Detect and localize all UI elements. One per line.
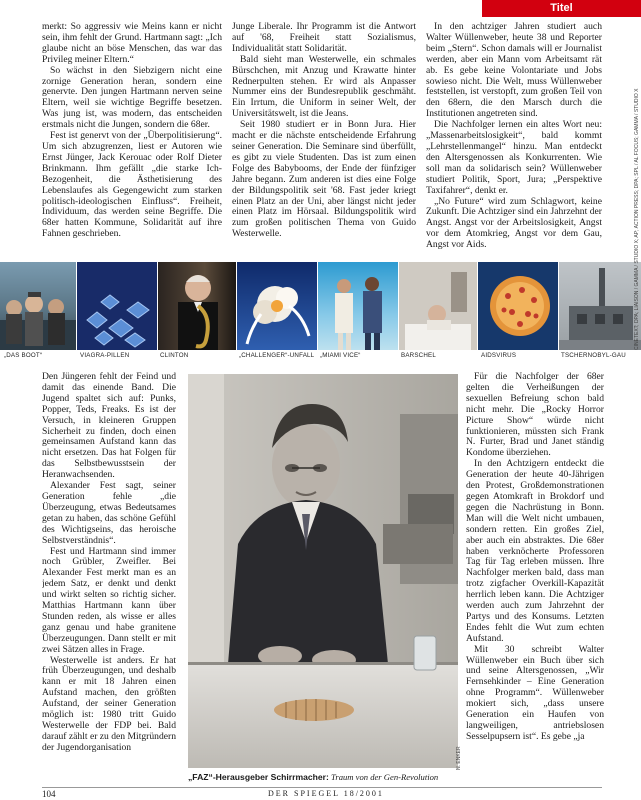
paragraph: „No Future“ wird zum Schlagwort, keine Zukunft. Die Achtziger sind ein Jahrzehnt der Angst. Angst vor der Arbeitslosigkeit, Angst vor dem Atomkrieg, Angst vor dem Gau, Angst vor Aids.: [426, 195, 602, 251]
paragraph: Junge Liberale. Ihr Programm ist die Antwort auf '68, Freiheit statt Sozialismus, Individualität statt Solidarität.: [232, 22, 416, 54]
paragraph: Den Jüngeren fehlt der Feind und damit das einende Band. Die Jugend spaltet sich auf: Punks, Popper, Teds, Freaks. Es ist der Versuch, in kleineren Gruppen Sicherheit zu finden, doch einen gemeinsamen Aufstand kann das nicht ersetzen. Das hat Folgen für das Selbstbewusstsein der Heranwachsenden.: [42, 372, 176, 481]
miami-vice-photo: [318, 262, 398, 350]
bottom-column-1: [42, 372, 176, 774]
magazine-issue: DER SPIEGEL 18/2001: [268, 789, 384, 798]
top-column-3: [426, 22, 602, 260]
footer-rule: [42, 787, 602, 788]
strip-label-miami-vice: „MIAMI VICE“: [320, 352, 361, 359]
strip-label-viagra: VIAGRA-PILLEN: [80, 352, 130, 359]
challenger-photo: [237, 262, 317, 350]
viagra-pills-photo: [77, 262, 157, 350]
paragraph: Fest ist genervt von der „Überpolitisierung“. Um sich abzugrenzen, liest er Autoren wie Ernst Jünger, Jack Kerouac oder Rolf Dieter Brinkmann. Ihm gefällt „die starke Ich-Bezogenheit, die Ästhetisierung des Lebenslaufes als Gegengewicht zum starken politisch-ideologischen Einfluss“. Freiheit, Individuum, das werden seine Begriffe. Die 68er hatten Kommune, Solidarität auf ihre Fahnen geschrieben.: [42, 130, 222, 240]
paragraph: Mit 30 schreibt Walter Wüllenweber ein Buch über sich und seine Altersgenossen, „Wir Fernsehkinder – Eine Generation ohne Programm“. Wüllenweber mokiert sich, „dass unsere Generation ein Haufen von langweiligen, antriebslosen Sesselpupsern ist“. Es gebe „ja: [466, 643, 604, 742]
caption-italic: Traum von der Gen-Revolution: [331, 772, 439, 782]
page-number: 104: [42, 789, 56, 799]
barschel-photo: [399, 262, 477, 350]
top-column-1: [42, 22, 222, 260]
photo-caption: [188, 772, 468, 782]
strip-credit: CINETEXT; DPA; LIAISON / GAMMA / STUDIO X; AP; ACTION PRESS; DPA; SPL / AL FOCUS; GAMMA / STUDIO X: [634, 88, 640, 350]
paragraph: Die Nachfolger lernen ein altes Wort neu: „Massenarbeitslosigkeit“, bald kommt „Lehrstellenmangel“ hinzu. Man entdeckt den Altersgenossen als Konkurrenten. Wie soll man da solidarisch sein? Wüllenweber studiert Politik, Sport, Jura; „Perspektive Taxifahrer“, denkt er.: [426, 119, 602, 196]
paragraph: Westerwelle ist anders. Er hat früh Überzeugungen, und deshalb kann er mit 18 Jahren einen Aufstand machen, den größten Aufstand, der seiner Generation möglich ist: 1980 tritt Guido Westerwelle der FDP bei. Bald darauf zählt er zu den Mitgründern der Jugendorganisation: [42, 654, 176, 753]
caption-bold: „FAZ“-Herausgeber Schirrmacher:: [188, 772, 329, 782]
bottom-column-3: [466, 372, 604, 774]
strip-label-das-boot: „DAS BOOT“: [4, 352, 43, 359]
strip-label-challenger: „CHALLENGER“-UNFALL: [239, 352, 315, 359]
top-column-2: [232, 22, 416, 260]
clinton-photo: [158, 262, 236, 350]
strip-label-clinton: CLINTON: [160, 352, 189, 359]
strip-label-barschel: BARSCHEL: [401, 352, 436, 359]
aids-virus-photo: [478, 262, 558, 350]
paragraph: Alexander Fest sagt, seiner Generation fehle „die Überzeugung, etwas Bedeutsames getan zu haben, das schöne Gefühl des Wichtigseins, das heroische Selbstverständnis“.: [42, 480, 176, 546]
paragraph: So wächst in den Siebzigern nicht eine zornige Generation heran, sondern eine genervte. Den jungen Hartmann nerven seine Eltern, weil sie wichtige Begriffe besetzen. Was jung ist, was modern, das entscheiden erstmals nicht die Jungen, sondern die 68er.: [42, 64, 222, 131]
schirrmacher-photo: [188, 374, 458, 768]
paragraph: In den achtziger Jahren studiert auch Walter Wüllenweber, heute 38 und Reporter beim „Stern“. Schon damals will er Journalist werden, aber ein Mann vom Arbeitsamt rät ab. Es gebe keine Volontariate und Jobs sowieso nicht. Die Welt, muss Wüllenweber feststellen, ist verstopft, zum großen Teil von den 68ern, die den Marsch durch die Institutionen angetreten sind.: [426, 22, 602, 120]
paragraph: Bald sieht man Westerwelle, ein schmales Bürschchen, mit Anzug und Krawatte hinter Rednerpulten stehen. Er wird als Anpasser Nummer eins der Bundesrepublik geschmäht. Ein Irrtum, die Uniform in seiner Welt, der Universitätswelt, ist die Jeans.: [232, 53, 416, 120]
tschernobyl-photo: [559, 262, 641, 350]
paragraph: merkt: So aggressiv wie Meins kann er nicht sein, ihm fehlt der Grund. Hartmann sagt: „Ich glaube nicht an böse Menschen, das war das Privileg meiner Eltern.“: [42, 22, 222, 65]
paragraph: Für die Nachfolger der 68er gelten die Verheißungen der sexuellen Befreiung schon bald nicht mehr. Die „Rocky Horror Picture Show“ würde nicht funktionieren, müssten sich Frank N. Furter, Brad und Janet ständig Kondome überziehen.: [466, 372, 604, 459]
strip-label-tschernobyl: TSCHERNOBYL-GAU: [561, 352, 626, 359]
paragraph: Seit 1980 studiert er in Bonn Jura. Hier macht er die nächste entscheidende Erfahrung seiner Generation. Die Seminare sind überfüllt, es gibt zu viele Studenten. Das ist zum einen Folge des Babybooms, der Ende der fünfziger Jahre begann. Zum anderen ist dies eine Folge der Bildungspolitik seit '68. Fast jeder kriegt einen Platz an der Uni, aber längst nicht jeder einen Platz im Hörsaal. Bildungspolitik wird zum großen politischen Thema von Guido Westerwelle.: [232, 119, 416, 240]
section-tab: Titel: [482, 0, 641, 17]
photo-credit: N. ENKER: [456, 746, 462, 770]
paragraph: In den Achtzigern entdeckt die Generation der heute 40-Jährigen den Protest, Großdemonstrationen gegen Atomkraft in Brokdorf und gegen die Nachrüstung in Bonn. Man will die Welt nicht umbauen, sondern retten. Ein großes Ziel, aber auch ein abstraktes. Die 68er haben verknöcherte Professoren Tag für Tag erleben müssen. Ihre Nachfolger merken bald, dass man trotz zigfacher Overkill-Kapazität herrlich leben kann. Die Achtziger werden auch zum Jahrzehnt der Partys und des Konsums. Letzten Endes fehlt die Wut zum echten Aufstand.: [466, 458, 604, 644]
paragraph: Fest und Hartmann sind immer noch Grübler, Zweifler. Bei Alexander Fest merkt man es an jedem Satz, er denkt und denkt und wirkt selten so richtig sicher. Matthias Hartmann kann über Stunden reden, als wisse er alles ganz genau und habe granitene Überzeugungen. Dann stellt er mit zwei Sätzen alles in Frage.: [42, 545, 176, 655]
strip-label-aidsvirus: AIDSVIRUS: [481, 352, 517, 359]
photo-strip: [0, 262, 641, 350]
das-boot-photo: [0, 262, 76, 350]
